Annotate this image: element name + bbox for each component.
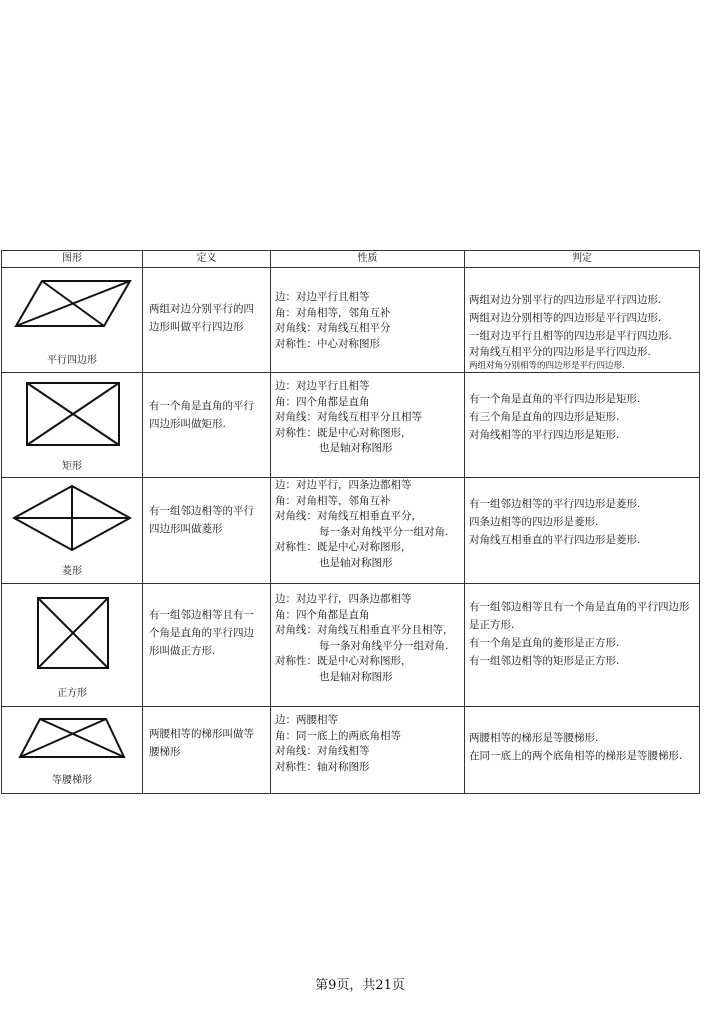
page-footer: 第9页，共21页 xyxy=(315,978,405,993)
property-line: 对称性：既是中心对称图形， xyxy=(275,541,412,553)
trapezoid-diagonal-1 xyxy=(40,719,124,757)
properties-cell-square xyxy=(271,584,465,707)
definition-square: 有一组邻边相等且有一个角是直角的平行四边形叫做正方形. xyxy=(149,609,254,657)
property-line: 边：对边平行，四条边都相等 xyxy=(275,479,412,491)
definition-rhombus: 有一组邻边相等的平行四边形叫做菱形 xyxy=(149,505,254,535)
property-line: 对称性：既是中心对称图形， xyxy=(275,655,412,667)
table-row-rectangle xyxy=(2,373,700,478)
judgement-line: 一组对边平行且相等的四边形是平行四边形. xyxy=(469,330,672,342)
shape-name-rectangle: 矩形 xyxy=(62,461,82,472)
judgement-cell-rhombus xyxy=(465,478,700,584)
shape-name-parallelogram: 平行四边形 xyxy=(47,355,97,366)
judgement-line: 两组对边分别相等的四边形是平行四边形. xyxy=(469,312,662,324)
properties-cell-isosceles-trapezoid xyxy=(271,707,465,794)
property-line: 边：对边平行且相等 xyxy=(275,291,370,303)
property-line: 角：对角相等，邻角互补 xyxy=(275,306,391,319)
definition-cell-rectangle xyxy=(143,373,271,478)
shape-cell-isosceles-trapezoid xyxy=(2,707,143,794)
judgement-line: 对角线相等的平行四边形是矩形. xyxy=(469,429,620,441)
judgement-cell-rectangle xyxy=(465,373,700,478)
judgement-line: 有一组邻边相等的矩形是正方形. xyxy=(469,655,620,667)
property-line: 每一条对角线平分一组对角. xyxy=(319,525,449,538)
shape-cell-rhombus xyxy=(2,478,143,584)
property-line: 对角线：对角线互相平分 xyxy=(275,322,391,334)
shape-cell-parallelogram xyxy=(2,268,143,373)
property-line: 也是轴对称图形 xyxy=(319,556,393,569)
properties-cell-rectangle xyxy=(271,373,465,478)
shape-name-isosceles-trapezoid: 等腰梯形 xyxy=(52,775,92,786)
judgement-line: 有一个角是直角的平行四边形是矩形. xyxy=(469,393,641,405)
property-line: 对角线：对角线互相垂直平分， xyxy=(275,510,422,522)
property-line: 也是轴对称图形 xyxy=(319,670,393,683)
judgement-line: 两组对边分别平行的四边形是平行四边形. xyxy=(469,294,662,306)
shape-cell-rectangle xyxy=(2,373,143,478)
property-line: 角：同一底上的两底角相等 xyxy=(275,729,401,742)
judgement-line-note: 两组对角分别相等的四边形是平行四边形. xyxy=(469,361,625,371)
property-line: 边：两腰相等 xyxy=(275,714,338,726)
judgement-cell-isosceles-trapezoid xyxy=(465,707,700,794)
trapezoid-diagonal-2 xyxy=(20,719,106,757)
table-row-rhombus xyxy=(2,478,700,584)
property-line: 边：对边平行，四条边都相等 xyxy=(275,593,412,605)
header-shape: 图形 xyxy=(2,251,143,268)
table-header-row xyxy=(2,251,700,268)
property-line: 对称性：轴对称图形 xyxy=(275,760,370,773)
definition-cell-isosceles-trapezoid xyxy=(143,707,271,794)
property-line: 对角线：对角线互相平分且相等 xyxy=(275,411,422,423)
header-definition: 定义 xyxy=(143,251,271,268)
quadrilateral-table xyxy=(1,250,700,794)
definition-cell-square xyxy=(143,584,271,707)
header-properties: 性质 xyxy=(271,251,465,268)
judgement-line: 对角线互相垂直的平行四边形是菱形. xyxy=(469,534,641,546)
shape-name-rhombus: 菱形 xyxy=(62,566,82,577)
judgement-line: 有三个角是直角的四边形是矩形. xyxy=(469,411,620,423)
definition-rectangle: 有一个角是直角的平行四边形叫做矩形. xyxy=(149,400,254,430)
judgement-line: 对角线互相平分的四边形是平行四边形. xyxy=(469,346,651,358)
property-line: 边：对边平行且相等 xyxy=(275,380,370,392)
rectangle-figure xyxy=(2,373,143,453)
judgement-line: 四条边相等的四边形是菱形. xyxy=(469,516,599,528)
definition-isosceles-trapezoid: 两腰相等的梯形叫做等腰梯形 xyxy=(149,728,254,758)
judgement-line: 有一组邻边相等的平行四边形是菱形. xyxy=(469,498,641,510)
isosceles-trapezoid-figure xyxy=(2,707,143,765)
square-figure xyxy=(2,584,143,684)
properties-cell-rhombus xyxy=(271,478,465,584)
definition-cell-rhombus xyxy=(143,478,271,584)
judgement-line: 两腰相等的梯形是等腰梯形. xyxy=(469,732,599,744)
judgement-line: 在同一底上的两个底角相等的梯形是等腰梯形. xyxy=(469,750,683,762)
property-line: 对角线：对角线相等 xyxy=(275,745,370,757)
table-row-parallelogram xyxy=(2,268,700,373)
table-row-square xyxy=(2,584,700,707)
property-line: 对角线：对角线互相垂直平分且相等， xyxy=(275,624,454,636)
trapezoid-outline xyxy=(20,719,124,757)
property-line: 每一条对角线平分一组对角. xyxy=(319,639,449,652)
property-line: 也是轴对称图形 xyxy=(319,442,393,454)
property-line: 角：四个角都是直角 xyxy=(275,608,370,621)
judgement-cell-parallelogram xyxy=(465,268,700,373)
judgement-line: 有一组邻边相等且有一个角是直角的平行四边形是正方形. xyxy=(469,601,690,631)
judgement-cell-square xyxy=(465,584,700,707)
parallelogram-diagonal-2 xyxy=(16,281,130,326)
definition-cell-parallelogram xyxy=(143,268,271,373)
properties-cell-parallelogram xyxy=(271,268,465,373)
header-judgement: 判定 xyxy=(465,251,700,268)
property-line: 对称性：既是中心对称图形， xyxy=(275,426,412,439)
rhombus-figure xyxy=(2,478,143,560)
judgement-line: 有一个角是直角的菱形是正方形. xyxy=(469,637,620,649)
shape-cell-square xyxy=(2,584,143,707)
definition-parallelogram: 两组对边分别平行的四边形叫做平行四边形 xyxy=(149,303,254,333)
property-line: 角：对角相等，邻角互补 xyxy=(275,494,391,507)
property-line: 角：四个角都是直角 xyxy=(275,395,370,408)
shape-name-square: 正方形 xyxy=(57,688,87,699)
property-line: 对称性：中心对称图形 xyxy=(275,337,380,350)
parallelogram-figure xyxy=(2,268,143,340)
table-row-isosceles-trapezoid xyxy=(2,707,700,794)
